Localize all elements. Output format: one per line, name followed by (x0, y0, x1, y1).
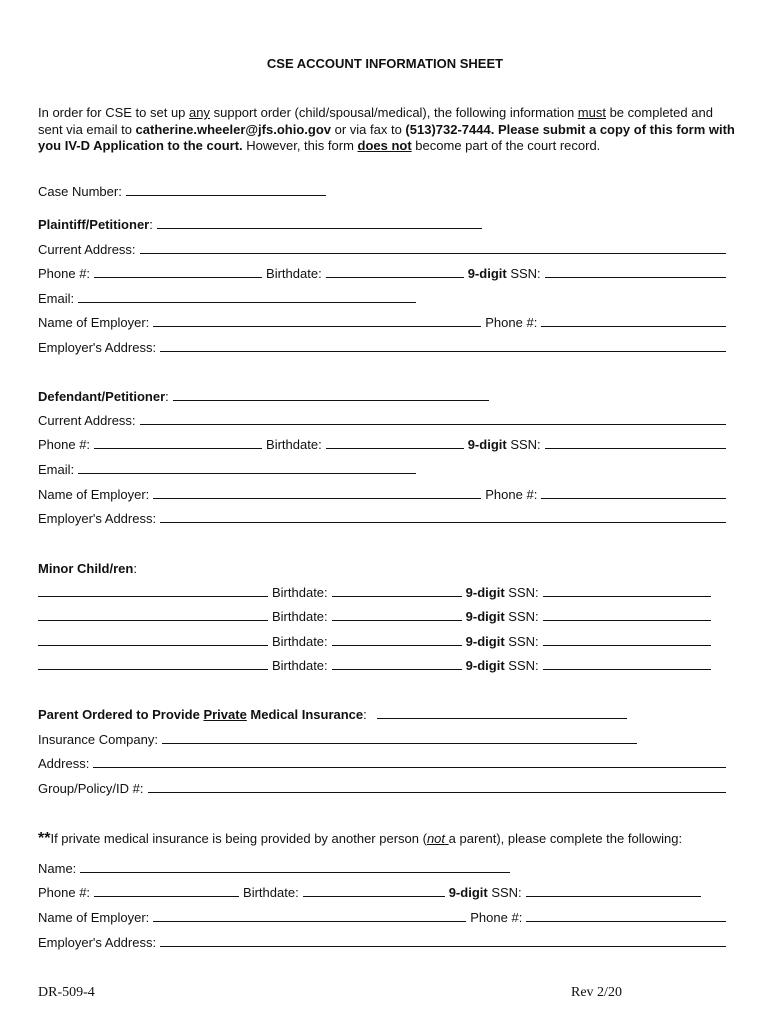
defendant-phone-row (38, 434, 730, 452)
defendant-employer-address-label: Employer's Address: (38, 511, 157, 526)
other-ssn-digit-label: 9-digit (448, 885, 488, 900)
form-id: DR-509-4 (38, 985, 95, 1000)
child-ssn-label: SSN: (504, 609, 539, 624)
defendant-heading-row: Defendant/Petitioner: (38, 386, 730, 404)
child-ssn-label: SSN: (504, 634, 539, 649)
child-name-field[interactable] (38, 645, 268, 646)
contact-email: catherine.wheeler@jfs.ohio.gov (135, 121, 331, 137)
insurance-group-field[interactable] (148, 792, 727, 793)
plaintiff-ssn-field[interactable] (545, 277, 726, 278)
insurance-heading-row: Parent Ordered to Provide Private Medical Insurance: (38, 704, 730, 722)
child-ssn-field[interactable] (543, 669, 711, 670)
child-ssn-digit-label: 9-digit (465, 634, 505, 649)
defendant-ssn-label: SSN: (506, 437, 541, 452)
plaintiff-ssn-label: SSN: (506, 266, 541, 281)
page-title: CSE ACCOUNT INFORMATION SHEET (266, 56, 504, 71)
other-employer-address-row (38, 932, 730, 950)
plaintiff-employer-phone-label: Phone #: (485, 315, 538, 330)
plaintiff-email-field[interactable] (78, 302, 416, 303)
revision-date: Rev 2/20 (571, 985, 622, 1000)
other-person-note: **If private medical insurance is being provided by another person (not a parent), please complete the following: (38, 830, 683, 847)
defendant-employer-phone-label: Phone #: (485, 487, 538, 502)
other-phone-field[interactable] (94, 896, 239, 897)
insurance-address-label: Address: (38, 756, 90, 771)
child-birthdate-label: Birthdate: (272, 609, 328, 624)
defendant-email-field[interactable] (78, 473, 416, 474)
insurance-company-row (38, 729, 730, 747)
plaintiff-address-label: Current Address: (38, 242, 136, 257)
defendant-address-field[interactable] (140, 424, 726, 425)
child-row (38, 606, 730, 624)
submit-instruction: Please submit a copy of this form with you IV-D Application to the court. (38, 121, 735, 153)
other-ssn-label: SSN: (487, 885, 522, 900)
other-employer-row (38, 907, 730, 925)
child-birthdate-label: Birthdate: (272, 658, 328, 673)
children-heading: Minor Child/ren (38, 561, 134, 576)
plaintiff-email-label: Email: (38, 291, 75, 306)
defendant-heading: Defendant/Petitioner (38, 389, 166, 404)
plaintiff-employer-label: Name of Employer: (38, 315, 150, 330)
child-name-field[interactable] (38, 669, 268, 670)
defendant-ssn-field[interactable] (545, 448, 726, 449)
plaintiff-address-field[interactable] (140, 253, 726, 254)
child-birthdate-field[interactable] (332, 620, 462, 621)
defendant-birthdate-label: Birthdate: (266, 437, 322, 452)
insurance-company-label: Insurance Company: (38, 732, 158, 747)
case-number-field[interactable] (126, 195, 326, 196)
plaintiff-heading-row: Plaintiff/Petitioner: (38, 214, 730, 232)
case-number-label: Case Number: (38, 184, 122, 199)
insurance-address-field[interactable] (93, 767, 726, 768)
defendant-employer-address-field[interactable] (160, 522, 726, 523)
other-employer-address-field[interactable] (160, 946, 726, 947)
child-birthdate-field[interactable] (332, 596, 462, 597)
plaintiff-employer-row (38, 312, 730, 330)
child-row (38, 655, 730, 673)
plaintiff-heading: Plaintiff/Petitioner (38, 217, 150, 232)
other-employer-label: Name of Employer: (38, 910, 150, 925)
other-phone-row (38, 882, 730, 900)
insurance-address-row (38, 753, 730, 771)
child-birthdate-field[interactable] (332, 669, 462, 670)
any-underlined: any (189, 105, 210, 120)
other-employer-field[interactable] (153, 921, 466, 922)
plaintiff-employer-address-row (38, 337, 730, 355)
other-phone-label: Phone #: (38, 885, 91, 900)
defendant-address-label: Current Address: (38, 413, 136, 428)
child-birthdate-label: Birthdate: (272, 585, 328, 600)
child-birthdate-field[interactable] (332, 645, 462, 646)
defendant-phone-label: Phone #: (38, 437, 91, 452)
intro-paragraph: In order for CSE to set up any support order (child/spousal/medical), the following information must be completed and sent via email to catherine.wheeler@jfs.ohio.gov or via fax to (513)732-7444. Please submit a copy of this form with you IV-D Application to the court. However, this form does not become part of the court record. (38, 105, 735, 153)
plaintiff-phone-field[interactable] (94, 277, 262, 278)
defendant-birthdate-field[interactable] (326, 448, 464, 449)
insurance-heading: Parent Ordered to Provide Private Medical Insurance (38, 707, 364, 722)
child-birthdate-label: Birthdate: (272, 634, 328, 649)
plaintiff-ssn-digit-label: 9-digit (467, 266, 507, 281)
child-ssn-label: SSN: (504, 585, 539, 600)
insurance-group-row (38, 778, 730, 796)
other-employer-phone-label: Phone #: (470, 910, 523, 925)
defendant-email-row (38, 459, 730, 477)
defendant-ssn-digit-label: 9-digit (467, 437, 507, 452)
child-ssn-label: SSN: (504, 658, 539, 673)
plaintiff-address-row (38, 239, 730, 257)
plaintiff-employer-phone-field[interactable] (541, 326, 726, 327)
child-ssn-field[interactable] (543, 645, 711, 646)
child-ssn-digit-label: 9-digit (465, 585, 505, 600)
defendant-employer-address-row (38, 508, 730, 526)
other-name-label: Name: (38, 861, 77, 876)
children-heading-row: Minor Child/ren: (38, 561, 137, 576)
other-name-row (38, 858, 730, 876)
child-row (38, 582, 730, 600)
other-person-note-row (38, 830, 730, 848)
other-name-field[interactable] (80, 872, 510, 873)
plaintiff-employer-address-label: Employer's Address: (38, 340, 157, 355)
child-ssn-field[interactable] (543, 620, 711, 621)
defendant-name-field[interactable] (173, 400, 489, 401)
plaintiff-birthdate-label: Birthdate: (266, 266, 322, 281)
other-employer-phone-field[interactable] (526, 921, 726, 922)
must-underlined: must (577, 105, 606, 120)
child-ssn-digit-label: 9-digit (465, 609, 505, 624)
defendant-email-label: Email: (38, 462, 75, 477)
insurance-group-label: Group/Policy/ID #: (38, 781, 144, 796)
child-ssn-field[interactable] (543, 596, 711, 597)
plaintiff-phone-label: Phone #: (38, 266, 91, 281)
insurance-company-field[interactable] (162, 743, 637, 744)
insurance-parent-field[interactable] (377, 718, 627, 719)
defendant-address-row (38, 410, 730, 428)
case-number-row (38, 181, 730, 199)
plaintiff-name-field[interactable] (157, 228, 482, 229)
child-name-field[interactable] (38, 596, 268, 597)
other-ssn-field[interactable] (526, 896, 701, 897)
child-ssn-digit-label: 9-digit (465, 658, 505, 673)
defendant-phone-field[interactable] (94, 448, 262, 449)
plaintiff-birthdate-field[interactable] (326, 277, 464, 278)
does-not-underlined: does not (357, 138, 412, 153)
other-employer-address-label: Employer's Address: (38, 935, 157, 950)
other-birthdate-label: Birthdate: (243, 885, 299, 900)
defendant-employer-phone-field[interactable] (541, 498, 726, 499)
defendant-employer-label: Name of Employer: (38, 487, 150, 502)
defendant-employer-row (38, 484, 730, 502)
other-birthdate-field[interactable] (303, 896, 445, 897)
fax-number: (513)732-7444. (405, 121, 495, 137)
defendant-employer-field[interactable] (153, 498, 481, 499)
plaintiff-phone-row (38, 263, 730, 281)
plaintiff-employer-address-field[interactable] (160, 351, 726, 352)
child-name-field[interactable] (38, 620, 268, 621)
child-row (38, 631, 730, 649)
plaintiff-employer-field[interactable] (153, 326, 481, 327)
plaintiff-email-row (38, 288, 730, 306)
